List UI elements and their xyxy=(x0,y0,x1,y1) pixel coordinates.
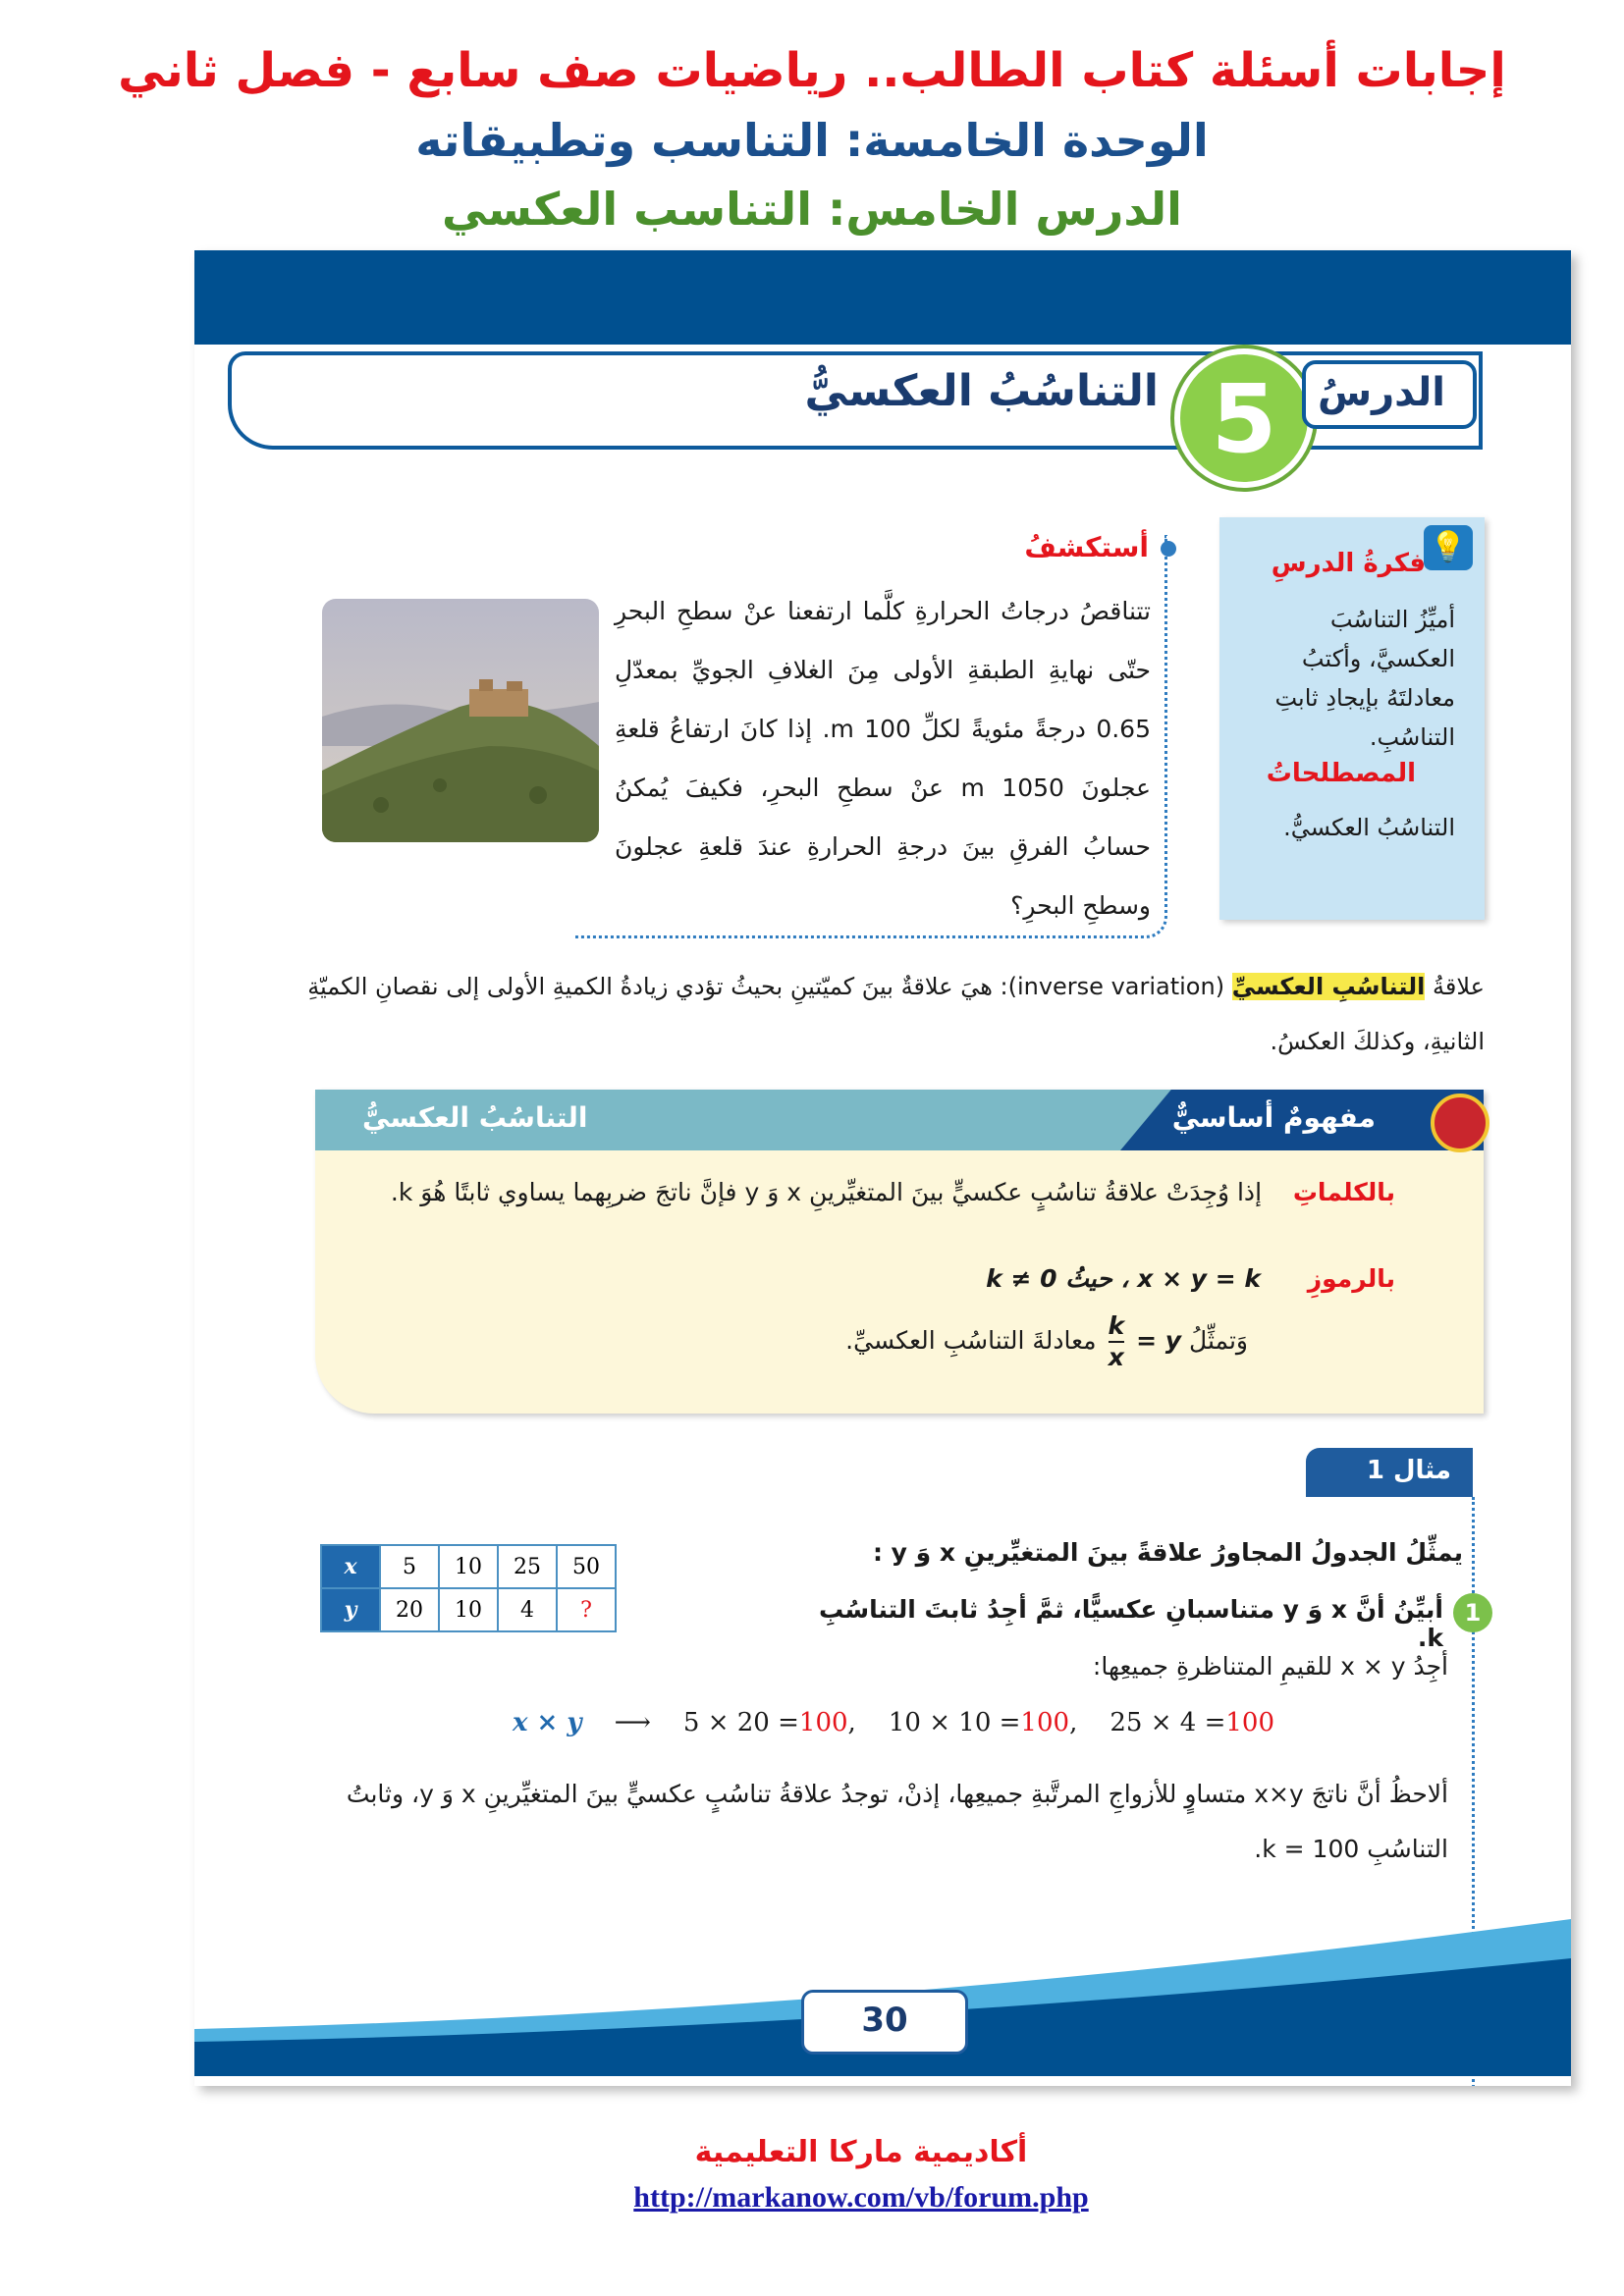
idea-heading: فكرةُ الدرسِ xyxy=(1271,549,1426,578)
ajloun-castle-photo xyxy=(322,599,599,842)
product-expr: 10 × 10 = xyxy=(888,1708,1021,1737)
words-text: إذا وُجِدَتْ علاقةُ تناسُبٍ عكسيٍّ بينَ المتغيِّرينِ x وَ y فإنَّ ناتجَ ضربِهما يساوي ثابتًا هُوَ k. xyxy=(390,1178,1263,1206)
textbook-page xyxy=(194,250,1571,2086)
table-row xyxy=(321,1588,616,1631)
table-cell-unknown: ? xyxy=(557,1588,616,1631)
doc-title: إجابات أسئلة كتاب الطالب.. رياضيات صف سابع - فصل ثاني xyxy=(118,43,1506,98)
fraction-denominator: x xyxy=(1108,1343,1124,1371)
example-question: أبيِّنُ أنَّ x وَ y متناسبانِ عكسيًّا، ثمَّ أجِدُ ثابتَ التناسُبِ k. xyxy=(819,1595,1443,1652)
concept-topic: التناسُبُ العكسيُّ xyxy=(362,1101,588,1134)
lightbulb-icon: 💡 xyxy=(1424,525,1473,570)
example-conclusion: ألاحظُ أنَّ ناتجَ x×y متساوٍ للأزواجِ المرتَّبةِ جميعِها، إذنْ، توجدُ علاقةُ تناسُبٍ عكسيٍّ بينَ المتغيِّرينِ x وَ y، وثابتُ التناسُبِ k = 100. xyxy=(346,1780,1448,1863)
products-equation: x × y ⟶ 5 × 20 =100, 10 × 10 =100, 25 × 4 =100 xyxy=(513,1708,1275,1737)
page-number-box xyxy=(801,1990,968,2055)
product-result: 100 xyxy=(1020,1708,1070,1737)
definition-paragraph xyxy=(247,959,1485,1069)
definition-prefix: علاقةُ xyxy=(1433,973,1485,1000)
table-cell: 4 xyxy=(498,1588,557,1631)
key-concept-box xyxy=(315,1090,1484,1414)
table-cell: 5 xyxy=(380,1545,439,1588)
lesson-label: الدرسُ xyxy=(1317,370,1445,415)
lesson-title: التناسُبُ العكسيُّ xyxy=(804,366,1159,416)
words-label: بالكلماتِ xyxy=(1292,1178,1395,1206)
xy-table xyxy=(320,1544,617,1632)
eq-variable: x × y xyxy=(513,1708,582,1737)
lesson-label-tab xyxy=(1302,360,1477,429)
explore-text: تتناقصُ درجاتُ الحرارةِ كلَّما ارتفعنا عنْ سطحِ البحرِ حتّى نهايةِ الطبقةِ الأولى مِنَ الغلافِ الجويِّ بمعدّلِ 0.65 درجةً مئويةً لكلِّ 100 m. إذا كانَ ارتفاعُ قلعةِ عجلونَ 1050 m عنْ سطحِ البحرِ، فكيفَ يُمكنُ حسابُ الفرقِ بينَ درجةِ الحرارةِ عندَ قلعةِ عجلونَ وسطحِ البحرِ؟ xyxy=(615,597,1152,920)
k-over-x-fraction xyxy=(1109,1311,1125,1372)
idea-text: أميِّزُ التناسُبَ العكسيَّ، وأكتبُ معادلتَهُ بإيجادِ ثابتِ التناسُبِ. xyxy=(1274,606,1455,751)
product-expr: 25 × 4 = xyxy=(1110,1708,1226,1737)
lesson-number: 5 xyxy=(1211,364,1277,474)
table-cell: 20 xyxy=(380,1588,439,1631)
example-step: أجِدُ x × y للقيمِ المتناظرةِ جميعِها: xyxy=(1092,1652,1448,1681)
definition-rest: (inverse variation): هيَ علاقةٌ بينَ كميّتينِ بحيثُ تؤدي زيادةُ الكميةِ الأولى إلى نقصانِ الكميّةِ الثانيةِ، وكذلكَ العكسُ. xyxy=(307,973,1485,1055)
lesson-heading: الدرس الخامس: التناسب العكسي xyxy=(442,183,1182,236)
equation-lhs: y = xyxy=(1136,1326,1182,1355)
table-header-y: y xyxy=(321,1588,380,1631)
table-row xyxy=(321,1545,616,1588)
symbols-note-suffix: معادلةَ التناسُبِ العكسيِّ. xyxy=(845,1326,1097,1355)
symbols-equation: x × y = k ، حيثُ k ≠ 0 xyxy=(986,1264,1262,1293)
lesson-number-badge xyxy=(1174,348,1314,488)
definition-term: التناسُبِ العكسيِّ xyxy=(1231,973,1426,1000)
table-cell: 10 xyxy=(439,1588,498,1631)
page-number: 30 xyxy=(861,2001,908,2040)
terms-text: التناسُبُ العكسيُّ. xyxy=(1283,814,1455,841)
question-number-badge: 1 xyxy=(1453,1593,1492,1632)
product-result: 100 xyxy=(1225,1708,1275,1737)
fraction-numerator: k xyxy=(1109,1311,1125,1343)
explore-bullet-icon xyxy=(1161,541,1176,557)
footer-link[interactable]: http://markanow.com/vb/forum.php xyxy=(633,2181,1089,2214)
example-heading: مثال 1 xyxy=(1366,1456,1451,1485)
table-cell: 25 xyxy=(498,1545,557,1588)
product-result: 100 xyxy=(798,1708,848,1737)
concept-equation-row xyxy=(364,1311,1248,1372)
concept-symbols-row xyxy=(335,1264,1395,1293)
symbols-label: بالرموزِ xyxy=(1307,1264,1395,1293)
product-expr: 5 × 20 = xyxy=(682,1708,799,1737)
terms-heading: المصطلحاتُ xyxy=(1266,759,1416,788)
table-header-x: x xyxy=(321,1545,380,1588)
concept-words-row xyxy=(335,1178,1395,1206)
table-cell: 50 xyxy=(557,1545,616,1588)
symbols-note-prefix: وَتمثِّلُ xyxy=(1189,1326,1248,1355)
concept-heading: مفهومٌ أساسيٌّ xyxy=(1171,1101,1376,1134)
example-intro: يمثِّلُ الجدولُ المجاورُ علاقةً بينَ المتغيِّرينِ x وَ y : xyxy=(872,1538,1463,1567)
example-tab xyxy=(1306,1448,1473,1497)
top-band xyxy=(194,250,1571,345)
key-icon xyxy=(1431,1094,1489,1152)
unit-title: الوحدة الخامسة: التناسب وتطبيقاته xyxy=(415,114,1209,167)
explore-heading: أستكشفُ xyxy=(1024,531,1149,563)
arrow-icon: ⟶ xyxy=(614,1708,651,1737)
lesson-idea-box xyxy=(1219,517,1485,920)
footer-academy: أكاديمية ماركا التعليمية xyxy=(694,2135,1028,2169)
table-cell: 10 xyxy=(439,1545,498,1588)
